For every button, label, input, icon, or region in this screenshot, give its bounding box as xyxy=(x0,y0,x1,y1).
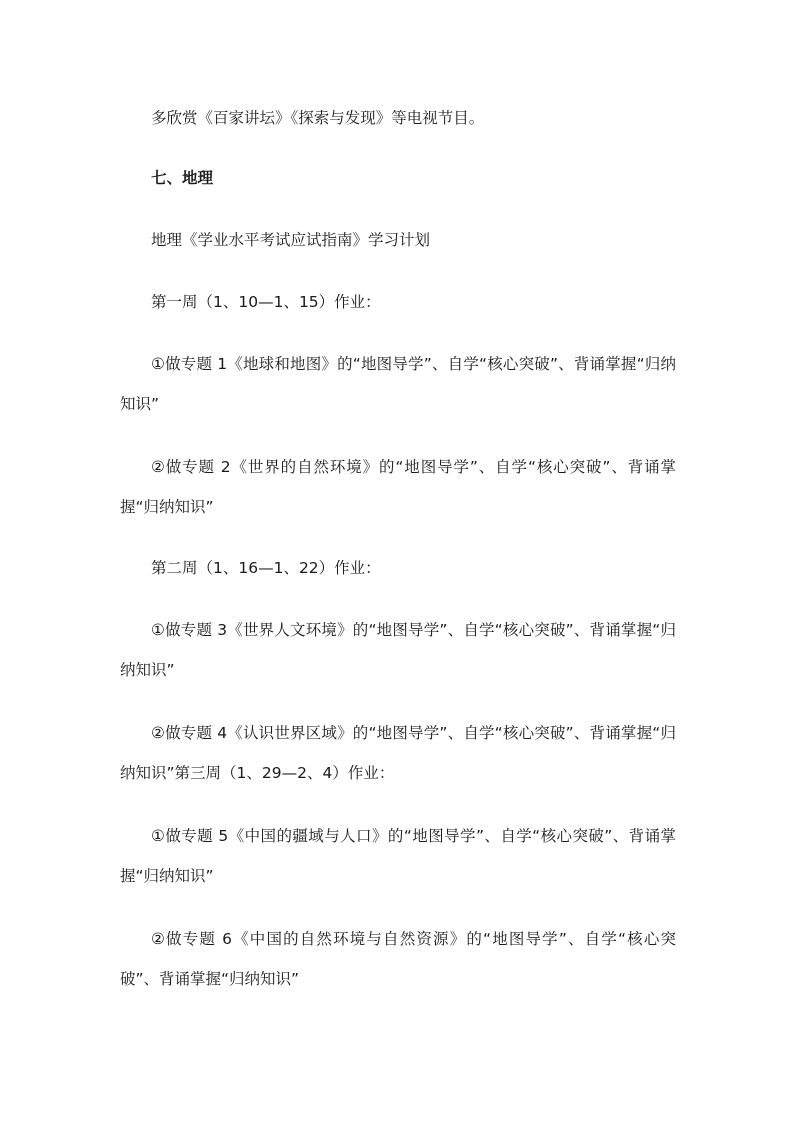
paragraph-topic-4: ②做专题 4《认识世界区域》的“地图导学”、自学“核心突破”、背诵掌握“归纳知识”第三周（1、29—2、4）作业： xyxy=(120,724,676,782)
paragraph-topic-2: ②做专题 2《世界的自然环境》的“地图导学”、自学“核心突破”、背诵掌握“归纳知识” xyxy=(120,458,676,516)
paragraph-tv-programs: 多欣赏《百家讲坛》《探索与发现》等电视节目。 xyxy=(151,109,485,127)
paragraph-topic-3: ①做专题 3《世界人文环境》的“地图导学”、自学“核心突破”、背诵掌握“归纳知识” xyxy=(120,621,676,679)
paragraph-study-plan-title: 地理《学业水平考试应试指南》学习计划 xyxy=(151,231,431,249)
paragraph-week-two: 第二周（1、16—1、22）作业： xyxy=(151,559,381,577)
paragraph-topic-5: ①做专题 5《中国的疆域与人口》的“地图导学”、自学“核心突破”、背诵掌握“归纳知识” xyxy=(120,827,676,885)
section-heading-geography: 七、地理 xyxy=(151,169,214,187)
paragraph-topic-6: ②做专题 6《中国的自然环境与自然资源》的“地图导学”、自学“核心突破”、背诵掌握“归纳知识” xyxy=(120,930,676,988)
paragraph-topic-1: ①做专题 1《地球和地图》的“地图导学”、自学“核心突破”、背诵掌握“归纳知识” xyxy=(120,355,676,413)
paragraph-week-one: 第一周（1、10—1、15）作业： xyxy=(151,293,381,311)
